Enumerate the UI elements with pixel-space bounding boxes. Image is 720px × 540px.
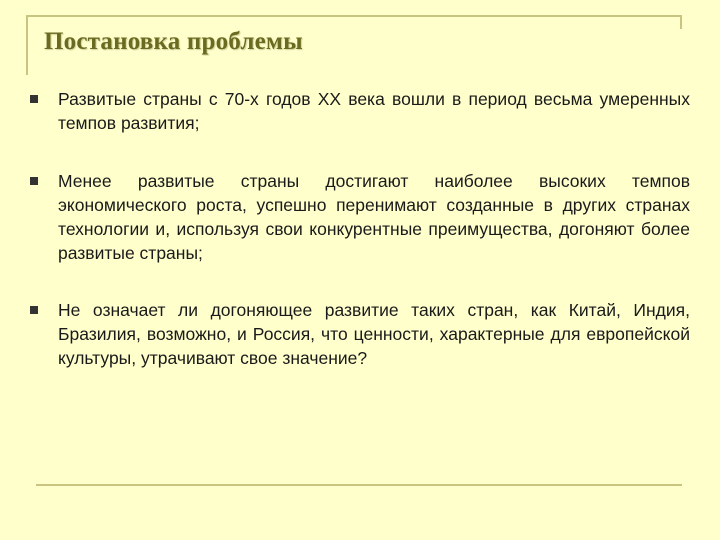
bullet-text: Развитые страны с 70-х годов XX века вошли в период весьма умеренных темпов развития;: [58, 89, 690, 133]
bottom-divider: [36, 484, 682, 486]
square-bullet-icon: [30, 306, 38, 314]
bullet-text: Не означает ли догоняющее развитие таких стран, как Китай, Индия, Бразилия, возможно, и Россия, что ценности, характерные для европейской культуры, утрачивают свое значение?: [58, 300, 690, 368]
square-bullet-icon: [30, 177, 38, 185]
bullet-text: Менее развитые страны достигают наиболее высоких темпов экономического роста, успешно перенимают созданные в других странах технологии и, используя свои конкурентные преимущества, догоняют более развитые страны;: [58, 171, 690, 263]
slide-title: Постановка проблемы: [44, 28, 303, 55]
square-bullet-icon: [30, 95, 38, 103]
